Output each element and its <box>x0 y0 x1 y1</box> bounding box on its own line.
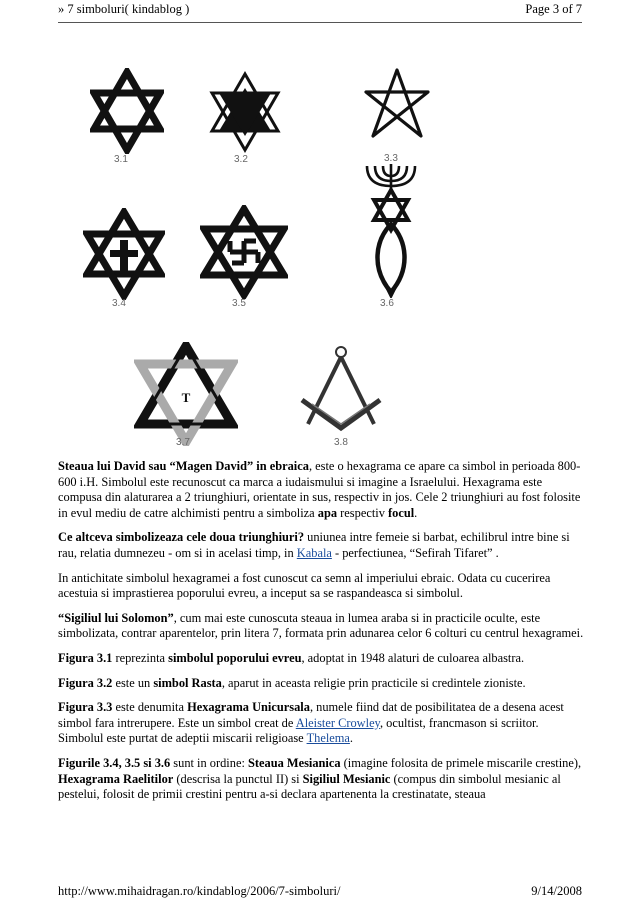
caption-3-7: 3.7 <box>176 437 190 448</box>
paragraph-figures-3-4-3-6 <box>58 756 584 803</box>
bold-text: Sigiliul Mesianic <box>302 771 391 786</box>
bold-text: Hexagrama Unicursala <box>187 700 310 715</box>
caption-3-1: 3.1 <box>114 154 128 165</box>
caption-3-8: 3.8 <box>334 437 348 448</box>
figure-3-4-messianic-star <box>83 208 165 300</box>
bold-text: Figurile 3.4, 3.5 si 3.6 <box>58 755 171 770</box>
text: , ocultist, francmason si scriitor. Simbolul este purtat de adeptii miscarii religioase <box>58 715 539 746</box>
link-aleister-crowley[interactable]: Aleister Crowley <box>295 715 380 730</box>
bold-text: apa <box>317 505 338 520</box>
bold-text: Figura 3.1 <box>58 650 113 665</box>
text: In antichitate simbolul hexagramei a fost cunoscut ca semn al imperiului ebraic. Odata cu cucerirea acestuia si imprastierea poporului evreu, a inceput sa se raspandeasca si simbolul. <box>58 570 551 601</box>
text: (imagine folosita de primele miscarile crestine), <box>340 755 582 770</box>
caption-3-3: 3.3 <box>384 153 398 164</box>
text: , aparut in aceasta religie prin practicile si credintele zioniste. <box>221 675 526 690</box>
footer-date: 9/14/2008 <box>531 884 582 898</box>
paragraph-figure-3-3 <box>58 700 584 747</box>
paragraph-figure-3-1 <box>58 651 584 667</box>
text: uniunea intre femeie si barbat, echilibrul intre bine si rau, relatia dumnezeu - om si in acelasi timp, in <box>58 530 570 560</box>
bold-text: simbol Rasta <box>153 675 222 690</box>
text: , este o hexagrama ce apare ca simbol in perioada 800-600 i.H. Simbolul este recunoscut ca marca a iudaismului si imagine a Israelului. Hexagrama este compusa din alaturarea a 2 triunghiuri, orientate in sus, respectiv in jos. Cele 2 triunghiuri au fost folosite in evul mediu de catre alchimisti pentru a simboliza <box>58 459 581 520</box>
text: reprezinta <box>112 650 169 665</box>
page-header <box>58 2 582 17</box>
caption-3-6: 3.6 <box>380 298 394 309</box>
link-thelema[interactable]: Thelema <box>306 731 350 746</box>
caption-3-2: 3.2 <box>234 154 248 165</box>
figure-3-8-square-and-compass <box>298 344 384 432</box>
bold-text: Steaua Mesianica <box>247 755 341 770</box>
text: , numele fiind dat de posibilitatea de a desena acest simbol fara intrerupere. Este un simbol creat de <box>58 700 564 730</box>
bold-text: “Sigiliul lui Solomon” <box>58 610 174 625</box>
paragraph-solomon <box>58 611 584 642</box>
bold-text: Hexagrama Raelitilor <box>58 771 174 786</box>
text: (compus din simbolul mesianic al pestelui, folosit de primii crestini pentru a-si declara apartenenta la crestinatate, steaua <box>58 771 561 802</box>
text: , adoptat in 1948 alaturi de culoarea albastra. <box>301 650 525 665</box>
text: respectiv <box>337 505 388 520</box>
paragraph-antiquity <box>58 571 584 602</box>
figure-3-2-rasta-star <box>208 70 282 154</box>
article-body <box>58 459 584 812</box>
figure-3-5-raelian-hexagram <box>200 205 288 299</box>
text: (descrisa la punctul II) si <box>173 771 303 786</box>
header-divider <box>58 22 582 23</box>
bold-text: Ce altceva simbolizeaza cele doua triunghiuri? <box>58 530 305 545</box>
text: , cum mai este cunoscuta steaua in lumea araba si in practicile oculte, este simbolizata, contrar aparentelor, prin litera 7, formata prin adunarea celor 6 colturi cu centrul hexagramei. <box>58 610 584 641</box>
footer-url: http://www.mihaidragan.ro/kindablog/2006/7-simboluri/ <box>58 884 341 898</box>
page-number: Page 3 of 7 <box>525 2 582 16</box>
bold-text: Steaua lui David sau “Magen David” in ebraica <box>58 459 309 473</box>
figure-3-6-messianic-seal <box>358 162 424 298</box>
paragraph-magen-david <box>58 459 584 521</box>
text: - perfectiunea, “Sefirah Tifaret” . <box>331 545 499 560</box>
paragraph-triangles <box>58 530 584 561</box>
header-title: » 7 simboluri( kindablog ) <box>58 2 190 16</box>
page-footer <box>58 884 582 899</box>
text: este denumita <box>112 700 188 715</box>
figure-3-1-star-of-david <box>90 68 164 154</box>
text: . <box>414 505 418 520</box>
link-kabala[interactable]: Kabala <box>296 545 332 560</box>
svg-text:T: T <box>181 390 191 405</box>
text: . <box>349 731 354 746</box>
bold-text: focul <box>388 505 415 520</box>
bold-text: Figura 3.2 <box>58 675 113 690</box>
bold-text: simbolul poporului evreu <box>168 650 302 665</box>
paragraph-figure-3-2 <box>58 676 584 692</box>
figure-3-7-hexagram-with-t <box>134 342 238 446</box>
text: este un <box>112 675 154 690</box>
figure-3-3-unicursal-hexagram <box>358 66 436 150</box>
text: sunt in ordine: <box>170 755 248 770</box>
caption-3-4: 3.4 <box>112 298 126 309</box>
bold-text: Figura 3.3 <box>58 700 113 715</box>
caption-3-5: 3.5 <box>232 298 246 309</box>
